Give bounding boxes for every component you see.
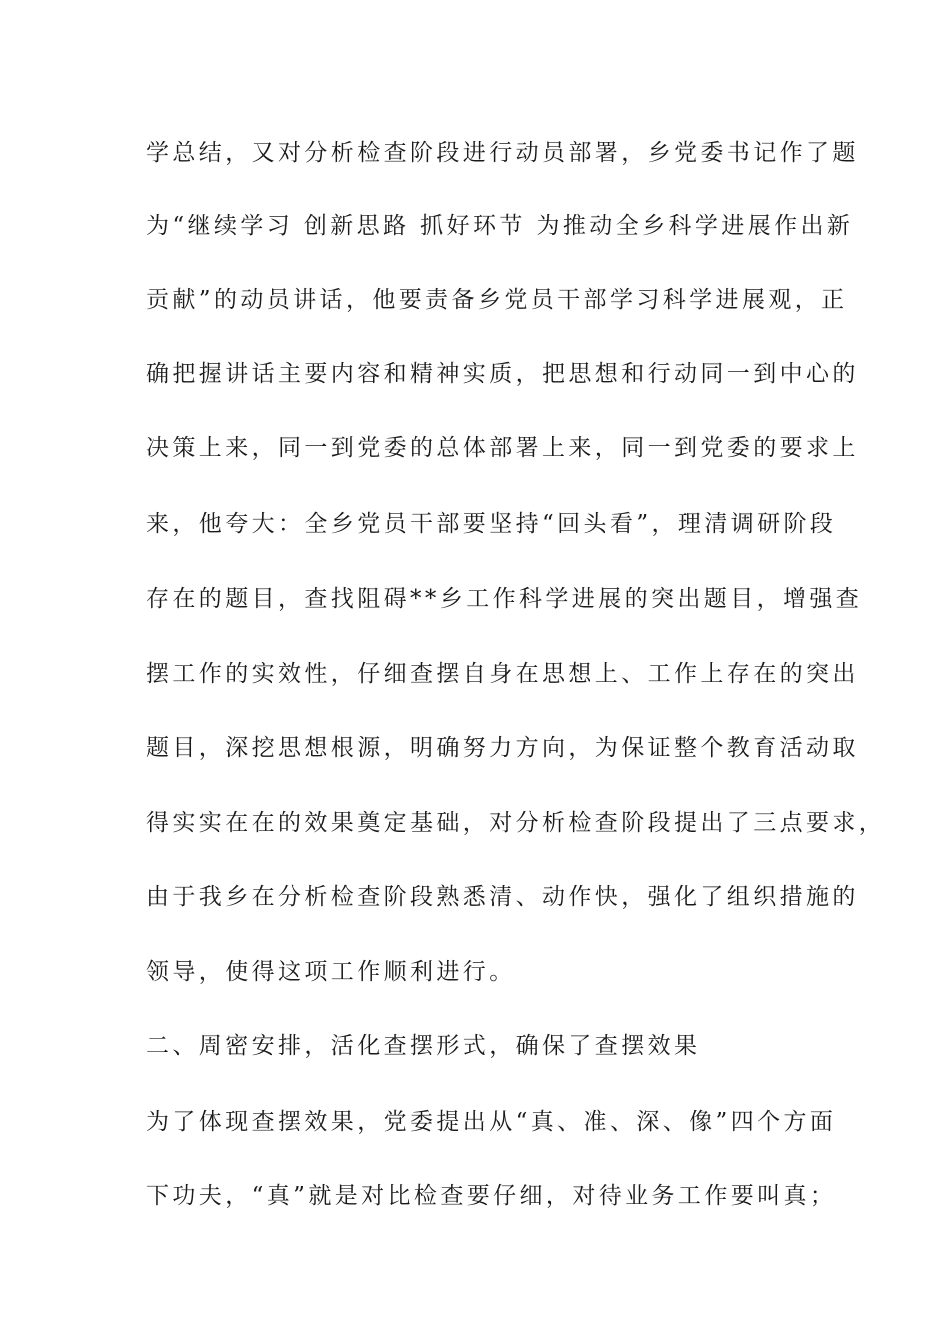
text-line: 存在的题目，查找阻碍**乡工作科学进展的突出题目，增强查	[146, 586, 863, 612]
text-line: 决策上来，同一到党委的总体部署上来，同一到党委的要求上	[146, 435, 859, 461]
text-line: 确把握讲话主要内容和精神实质，把思想和行动同一到中心的	[146, 361, 859, 387]
text-line: 为了体现查摆效果，党委提出从“真、准、深、像”四个方面	[146, 1109, 837, 1135]
text-line: 贡献”的动员讲话，他要责备乡党员干部学习科学进展观，正	[146, 287, 848, 313]
text-line: 题目，深挖思想根源，明确努力方向，为保证整个教育活动取	[146, 735, 859, 761]
section-heading: 二、周密安排，活化查摆形式，确保了查摆效果	[146, 1033, 701, 1059]
text-line: 由于我乡在分析检查阶段熟悉清、动作快，强化了组织措施的	[146, 884, 859, 910]
text-line: 下功夫，“真”就是对比检查要仔细，对待业务工作要叫真；	[146, 1183, 837, 1209]
text-line: 领导，使得这项工作顺利进行。	[146, 959, 516, 985]
text-line: 摆工作的实效性，仔细查摆自身在思想上、工作上存在的突出	[146, 661, 859, 687]
text-line: 学总结，又对分析检查阶段进行动员部署，乡党委书记作了题	[146, 140, 859, 166]
text-line: 来，他夸大：全乡党员干部要坚持“回头看”，理清调研阶段	[146, 511, 837, 537]
text-line: 得实实在在的效果奠定基础，对分析检查阶段提出了三点要求，	[146, 810, 886, 836]
text-line: 为“继续学习 创新思路 抓好环节 为推动全乡科学进展作出新	[146, 213, 854, 239]
